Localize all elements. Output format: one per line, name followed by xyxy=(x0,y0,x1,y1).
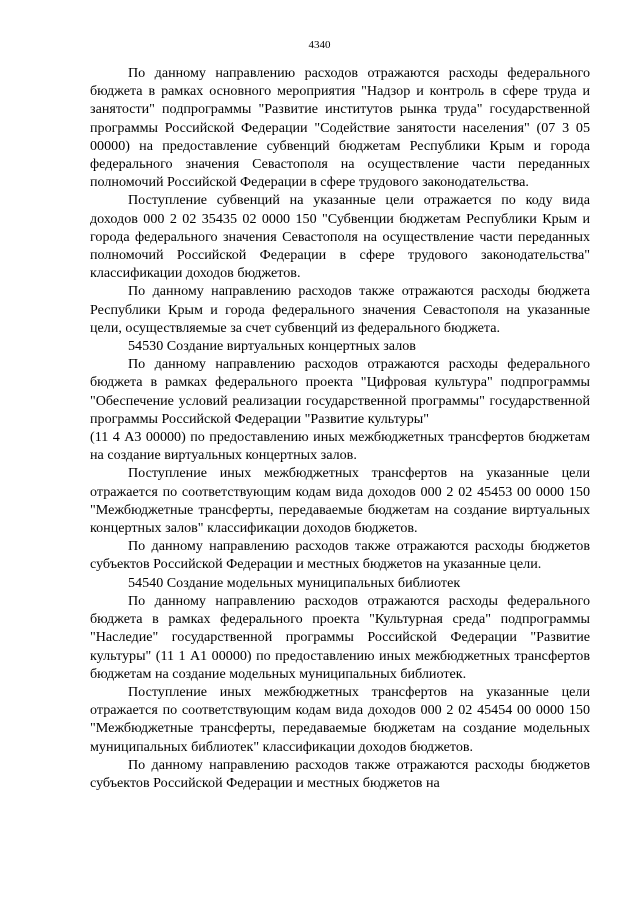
paragraph-concert-halls-receipts: Поступление иных межбюджетных трансфертов на указанные цели отражается по соответствующим кодам вида доходов 000 2 02 45453 00 0000 150 "Межбюджетные трансферты, передаваемые бюджетам на создание виртуальных концертных залов" классификации доходов бюджетов. xyxy=(90,465,590,537)
paragraph-subvention-expenses: По данному направлению расходов отражаются расходы федерального бюджета в рамках основного мероприятия "Надзор и контроль в сфере труда и занятости" подпрограммы "Развитие институтов рынка труда" государственной программы Российской Федерации "Содействие занятости населения" (07 3 05 00000) на предоставление субвенций бюджетам Республики Крым и города федерального значения Севастополя на осуществление части переданных полномочий Российской Федерации в сфере трудового законодательства. xyxy=(90,65,590,191)
paragraph-libraries-expenses: По данному направлению расходов отражаются расходы федерального бюджета в рамках федерального проекта "Культурная среда" подпрограммы "Наследие" государственной программы Российской Федерации "Развитие культуры" (11 1 А1 00000) по предоставлению иных межбюджетных трансфертов бюджетам на создание модельных муниципальных библиотек. xyxy=(90,592,590,682)
page-number: 4340 xyxy=(308,39,331,51)
section-heading-54530: 54530 Создание виртуальных концертных залов xyxy=(128,338,416,355)
section-heading-54540: 54540 Создание модельных муниципальных библиотек xyxy=(128,574,461,591)
paragraph-concert-halls-regional: По данному направлению расходов также отражаются расходы бюджетов субъектов Российской Федерации и местных бюджетов на указанные цели. xyxy=(90,538,590,573)
paragraph-libraries-regional: По данному направлению расходов также отражаются расходы бюджетов субъектов Российской Федерации и местных бюджетов на xyxy=(90,756,590,791)
paragraph-subvention-receipts: Поступление субвенций на указанные цели отражается по коду вида доходов 000 2 02 35435 02 0000 150 "Субвенции бюджетам Республики Крым и города федерального значения Севастополя на осуществление части переданных полномочий Российской Федерации в сфере трудового законодательства" классификации доходов бюджетов. xyxy=(90,192,590,282)
document-body xyxy=(90,64,590,792)
paragraph-concert-halls-transfers: (11 4 А3 00000) по предоставлению иных межбюджетных трансфертов бюджетам на создание виртуальных концертных залов. xyxy=(90,429,590,464)
paragraph-crimea-sevastopol-expenses: По данному направлению расходов также отражаются расходы бюджета Республики Крым и города федерального значения Севастополя на указанные цели, осуществляемые за счет субвенций из федерального бюджета. xyxy=(90,283,590,336)
paragraph-libraries-receipts: Поступление иных межбюджетных трансфертов на указанные цели отражается по соответствующим кодам вида доходов 000 2 02 45454 00 0000 150 "Межбюджетные трансферты, передаваемые бюджетам на создание модельных муниципальных библиотек" классификации доходов бюджетов. xyxy=(90,683,590,755)
paragraph-concert-halls-expenses: По данному направлению расходов отражаются расходы федерального бюджета в рамках федерального проекта "Цифровая культура" подпрограммы "Обеспечение условий реализации государственной программы" государственной программы Российской Федерации "Развитие культуры" xyxy=(90,356,590,427)
